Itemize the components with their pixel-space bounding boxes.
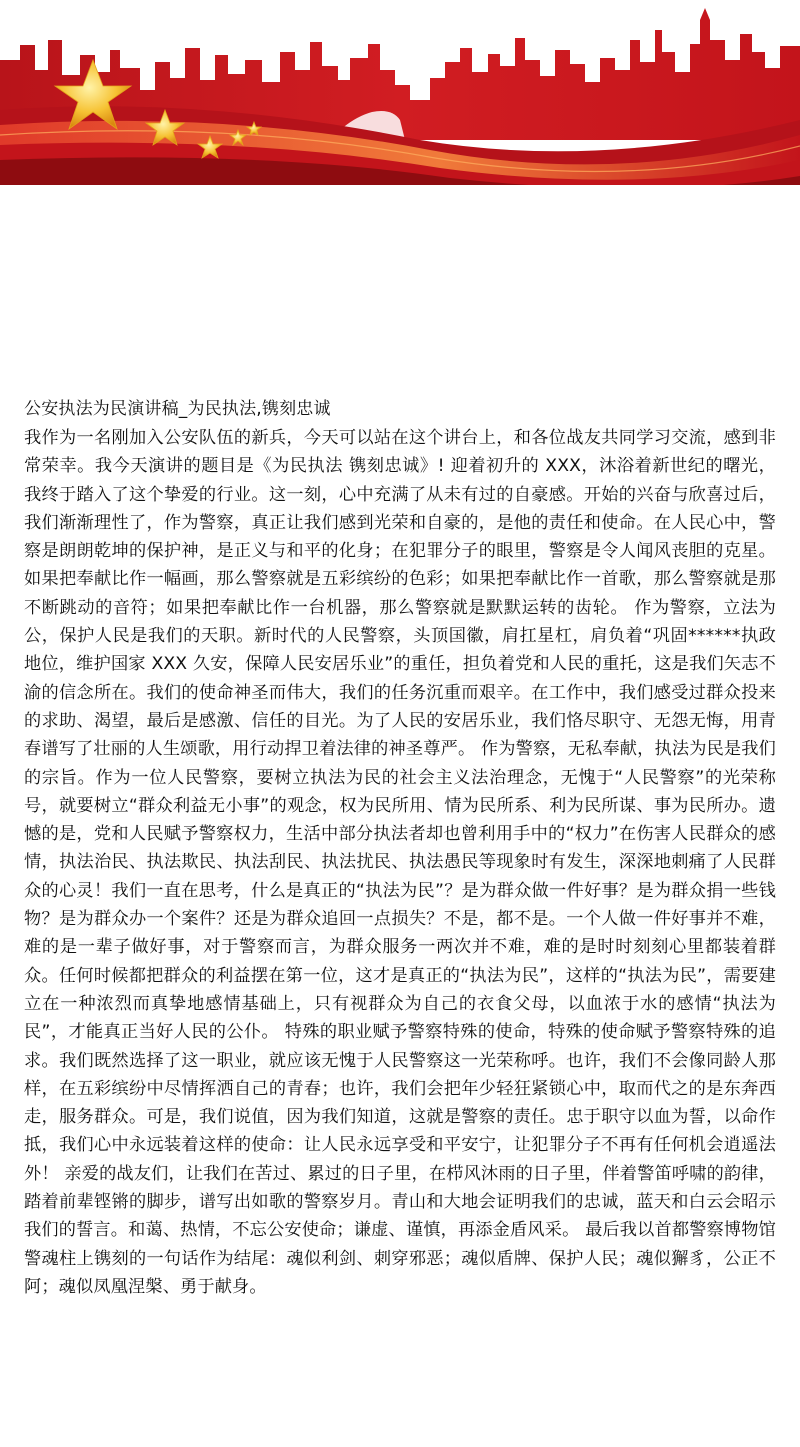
document-title: 公安执法为民演讲稿_为民执法,镌刻忠诚 (24, 399, 331, 419)
banner-graphic (0, 0, 800, 185)
document-content (24, 396, 776, 1301)
header-banner (0, 0, 800, 185)
document-body: 我作为一名刚加入公安队伍的新兵，今天可以站在这个讲台上，和各位战友共同学习交流，感到非常荣幸。我今天演讲的题目是《为民执法 镌刻忠诚》! 迎着初升的 XXX，沐浴着新世纪的曙光，我终于踏入了这个挚爱的行业。这一刻，心中充满了从未有过的自豪感。开始的兴奋与欣喜过后，我们渐渐理性了，作为警察，真正让我们感到光荣和自豪的，是他的责任和使命。在人民心中，警察是朗朗乾坤的保护神，是正义与和平的化身；在犯罪分子的眼里，警察是令人闻风丧胆的克星。如果把奉献比作一幅画，那么警察就是五彩缤纷的色彩；如果把奉献比作一首歌，那么警察就是那不断跳动的音符；如果把奉献比作一台机器，那么警察就是默默运转的齿轮。 作为警察，立法为公，保护人民是我们的天职。新时代的人民警察，头顶国徽，肩扛星杠，肩负着“巩固******执政地位，维护国家 XXX 久安，保障人民安居乐业”的重任，担负着党和人民的重托，这是我们矢志不渝的信念所在。我们的使命神圣而伟大，我们的任务沉重而艰辛。在工作中，我们感受过群众投来的求助、渴望，最后是感激、信任的目光。为了人民的安居乐业，我们恪尽职守、无怨无悔，用青春谱写了壮丽的人生颂歌，用行动捍卫着法律的神圣尊严。 作为警察，无私奉献，执法为民是我们的宗旨。作为一位人民警察，要树立执法为民的社会主义法治理念，无愧于“人民警察”的光荣称号，就要树立“群众利益无小事”的观念，权为民所用、情为民所系、利为民所谋、事为民所办。遗憾的是，党和人民赋予警察权力，生活中部分执法者却也曾利用手中的“权力”在伤害人民群众的感情，执法治民、执法欺民、执法刮民、执法扰民、执法愚民等现象时有发生，深深地刺痛了人民群众的心灵！我们一直在思考，什么是真正的“执法为民”？是为群众做一件好事？是为群众捐一些钱物？是为群众办一个案件？还是为群众追回一点损失？不是，都不是。一个人做一件好事并不难，难的是一辈子做好事，对于警察而言，为群众服务一两次并不难，难的是时时刻刻心里都装着群众。任何时候都把群众的利益摆在第一位，这才是真正的“执法为民”，这样的“执法为民”，需要建立在一种浓烈而真挚地感情基础上，只有视群众为自己的衣食父母，以血浓于水的感情“执法为民”，才能真正当好人民的公仆。 特殊的职业赋予警察特殊的使命，特殊的使命赋予警察特殊的追求。我们既然选择了这一职业，就应该无愧于人民警察这一光荣称呼。也许，我们不会像同龄人那样，在五彩缤纷中尽情挥洒自己的青春；也许，我们会把年少轻狂紧锁心中，取而代之的是东奔西走，服务群众。可是，我们说值，因为我们知道，这就是警察的责任。忠于职守以血为誓，以命作抵，我们心中永远装着这样的使命：让人民永远享受和平安宁，让犯罪分子不再有任何机会逍遥法外！ 亲爱的战友们，让我们在苦过、累过的日子里，在栉风沐雨的日子里，伴着警笛呼啸的韵律，踏着前辈铿锵的脚步，谱写出如歌的警察岁月。青山和大地会证明我们的忠诚，蓝天和白云会昭示我们的誓言。和蔼、热情，不忘公安使命；谦虚、谨慎，再添金盾风采。 最后我以首都警察博物馆警魂柱上镌刻的一句话作为结尾：魂似利剑、刺穿邪恶；魂似盾牌、保护人民；魂似獬豸，公正不阿；魂似凤凰涅槃、勇于献身。 (24, 428, 776, 1297)
